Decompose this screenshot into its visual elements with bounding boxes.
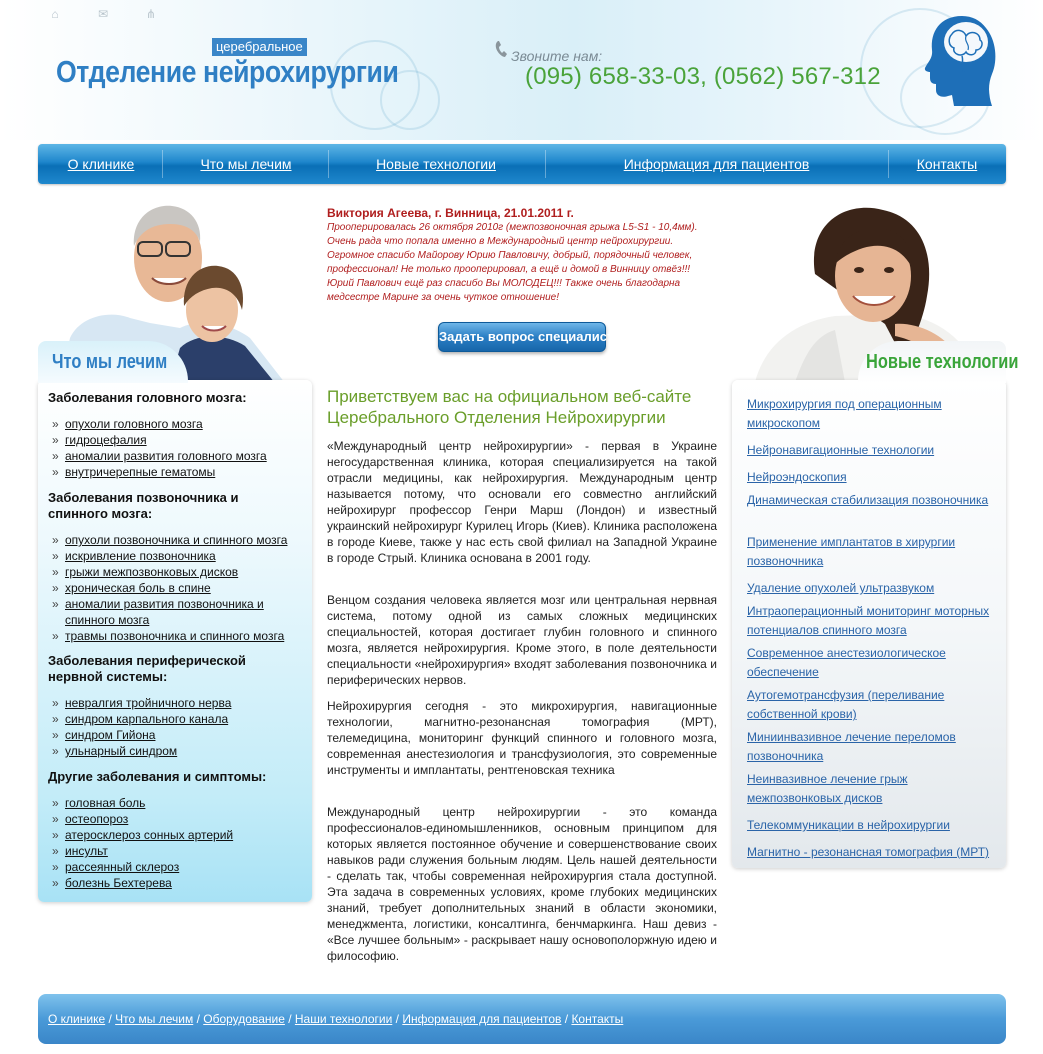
footer-link-treatment[interactable]: Что мы лечим [115,1012,194,1026]
tech-link[interactable]: Динамическая стабилизация позвоночника [747,493,989,507]
nav-item-treatment[interactable]: Что мы лечим [200,156,292,172]
nav-item-patients[interactable]: Информация для пациентов [623,156,810,172]
tech-link[interactable]: Применение имплантатов в хирургии позвоночника [747,535,956,568]
sitemap-icon[interactable]: ⋔ [145,7,157,21]
nav-separator [162,150,163,178]
footer-link-about[interactable]: О клинике [48,1012,106,1026]
list-item[interactable]: » опухоли позвоночника и спинного мозга [52,532,292,548]
testimonial-author: Виктория Агеева, г. Винница, 21.01.2011 г. [327,206,574,220]
list-item[interactable]: » синдром карпального канала [52,711,231,727]
site-footer [38,994,1006,1044]
footer-separator: / [392,1012,403,1026]
tech-link[interactable]: Аутогемотрансфузия (переливание собственной крови) [747,688,945,721]
list-item[interactable]: » опухоли головного мозга [52,416,267,432]
footer-link-patients[interactable]: Информация для пациентов [402,1012,562,1026]
peripheral-disease-list [52,695,231,759]
list-item[interactable]: » внутричерепные гематомы [52,464,267,480]
tech-link[interactable]: Миниинвазивное лечение переломов позвоночника [747,730,956,763]
ask-specialist-button[interactable]: Задать вопрос специалисту [438,322,606,352]
list-item[interactable]: » инсульт [52,843,233,859]
home-icon[interactable]: ⌂ [51,7,59,21]
footer-link-contacts[interactable]: Контакты [571,1012,624,1026]
tech-link[interactable]: Магнитно - резонансная томография (МРТ) [747,845,990,859]
list-item[interactable]: » хроническая боль в спине [52,580,292,596]
footer-nav [48,1012,623,1026]
call-label: Звоните нам: [511,48,603,64]
testimonial-text: Прооперировалась 26 октября 2010г (межпозвоночная грыжа L5-S1 - 10,4мм). Очень рада что попала именно в Международный центр нейрохирургии. Огромное спасибо Майорову Юрию Павловичу, добрый, порядочный человек, профессионал! Не только прооперировал, а ещё и домой в Винницу отвёз!!! Юрий Павлович ещё раз спасибо Вы МОЛОДЕЦ!!! Также очень благодарна медсестре Марине за очень чуткое отношение! [327,222,698,303]
list-item[interactable]: » головная боль [52,795,233,811]
technologies-sidebar-title: Новые технологии [866,351,1019,373]
tech-link[interactable]: Современное анестезиологическое обеспечение [747,646,946,679]
tech-link[interactable]: Неинвазивное лечение грыж межпозвонковых дисков [747,772,908,805]
treatment-sidebar-title: Что мы лечим [52,351,168,373]
list-item[interactable]: » ульнарный синдром [52,743,231,759]
tech-link[interactable]: Удаление опухолей ультразвуком [747,581,935,595]
list-item[interactable]: » аномалии развития головного мозга [52,448,267,464]
intro-paragraph: Венцом создания человека является мозг или центральная нервная система, потому одной из самых сложных медицинских специальностей, которая достигает глубин головного и спинного мозга, является нейрохирургия. Кроме этого, в поле деятельности специальности «нейрохирургия» входят заболевания позвоночника и периферических нервов. [327,593,717,687]
footer-separator: / [193,1012,204,1026]
tech-link[interactable]: Интраоперационный мониторинг моторных потенциалов спинного мозга [747,604,990,637]
list-item[interactable]: » аномалии развития позвоночника и спинного мозга [52,596,292,628]
category-title-spine: Заболевания позвоночника и спинного мозга: [48,490,239,521]
top-icons [48,8,158,20]
brain-head-icon [922,12,998,108]
category-title-peripheral: Заболевания периферической нервной системы: [48,653,246,684]
intro-paragraph: Нейрохирургия сегодня - это микрохирургия, навигационные технологии, магнитно-резонансная томография (МРТ), телемедицина, мониторинг функций спинного и головного мозга, современная анестезиология и трансфузиология, это современные инструменты и имплантаты, рентгеновская техника [327,699,717,777]
site-header [0,0,1043,140]
logo-title[interactable]: Отделение нейрохирургии [56,54,399,89]
spine-disease-list [52,532,292,644]
nav-item-about[interactable]: О клинике [67,156,135,172]
nav-item-technologies[interactable]: Новые технологии [376,156,496,172]
list-item[interactable]: » травмы позвоночника и спинного мозга [52,628,292,644]
list-item[interactable]: » гидроцефалия [52,432,267,448]
list-item[interactable]: » грыжи межпозвонковых дисков [52,564,292,580]
footer-separator: / [284,1012,295,1026]
logo-subtitle: церебральное [212,38,307,56]
phone-icon [494,40,508,58]
brain-disease-list [52,416,267,480]
category-title-brain: Заболевания головного мозга: [48,390,247,405]
category-title-other: Другие заболевания и симптомы: [48,769,267,784]
mail-icon[interactable]: ✉ [97,7,109,21]
list-item[interactable]: » атеросклероз сонных артерий [52,827,233,843]
footer-separator: / [105,1012,116,1026]
intro-paragraph: Международный центр нейрохирургии - это команда профессионалов-единомышленников, основным принципом для которых является постоянное обучение и совершенствование своих навыков ради служения больным людям. Цель нашей деятельности - сделать так, чтобы современная нейрохирургия стала доступной. Эта задача в современных условиях, кроме глубоких медицинских знаний, требует дополнительных знаний в области экономики, менеджмента, логистики, консалтинга, бенчмаркинга. Наш девиз - «Все лучшее больным» - раскрывает нашу основополоржную идею и философию. [327,805,717,963]
list-item[interactable]: » искривление позвоночника [52,548,292,564]
footer-separator: / [561,1012,572,1026]
list-item[interactable]: » невралгия тройничного нерва [52,695,231,711]
other-disease-list [52,795,233,891]
tech-link[interactable]: Нейронавигационные технологии [747,443,935,457]
list-item[interactable]: » синдром Гийона [52,727,231,743]
intro-paragraph: «Международный центр нейрохирургии» - первая в Украине негосударственная клиника, которая специализируется на такой отрасли медицины, как нейрохирургия. Международным центр называется потому, что основали его совместно английский нейрохирург профессор Генри Марш (Лондон) и известный украинский нейрохирург Курилец Игорь (Киев). Клиника расположена в городе Киеве, также у нас есть свой филиал на Западной Украине в городе Стрый. Клиника основана в 2001 году. [327,439,717,565]
tech-link[interactable]: Телекоммуникации в нейрохирургии [747,818,950,832]
nav-item-contacts[interactable]: Контакты [916,156,978,172]
list-item[interactable]: » болезнь Бехтерева [52,875,233,891]
tech-link[interactable]: Нейроэндоскопия [747,470,847,484]
main-nav [38,144,1006,184]
list-item[interactable]: » рассеянный склероз [52,859,233,875]
tech-link[interactable]: Микрохирургия под операционным микроскопом [747,397,942,430]
phone-numbers: (095) 658-33-03, (0562) 567-312 [525,63,881,90]
footer-link-technologies[interactable]: Наши технологии [294,1012,393,1026]
list-item[interactable]: » остеопороз [52,811,233,827]
welcome-heading: Приветствуем вас на официальном веб-сайте Церебрального Отделения Нейрохирургии [327,387,692,427]
footer-link-equipment[interactable]: Оборудование [203,1012,285,1026]
